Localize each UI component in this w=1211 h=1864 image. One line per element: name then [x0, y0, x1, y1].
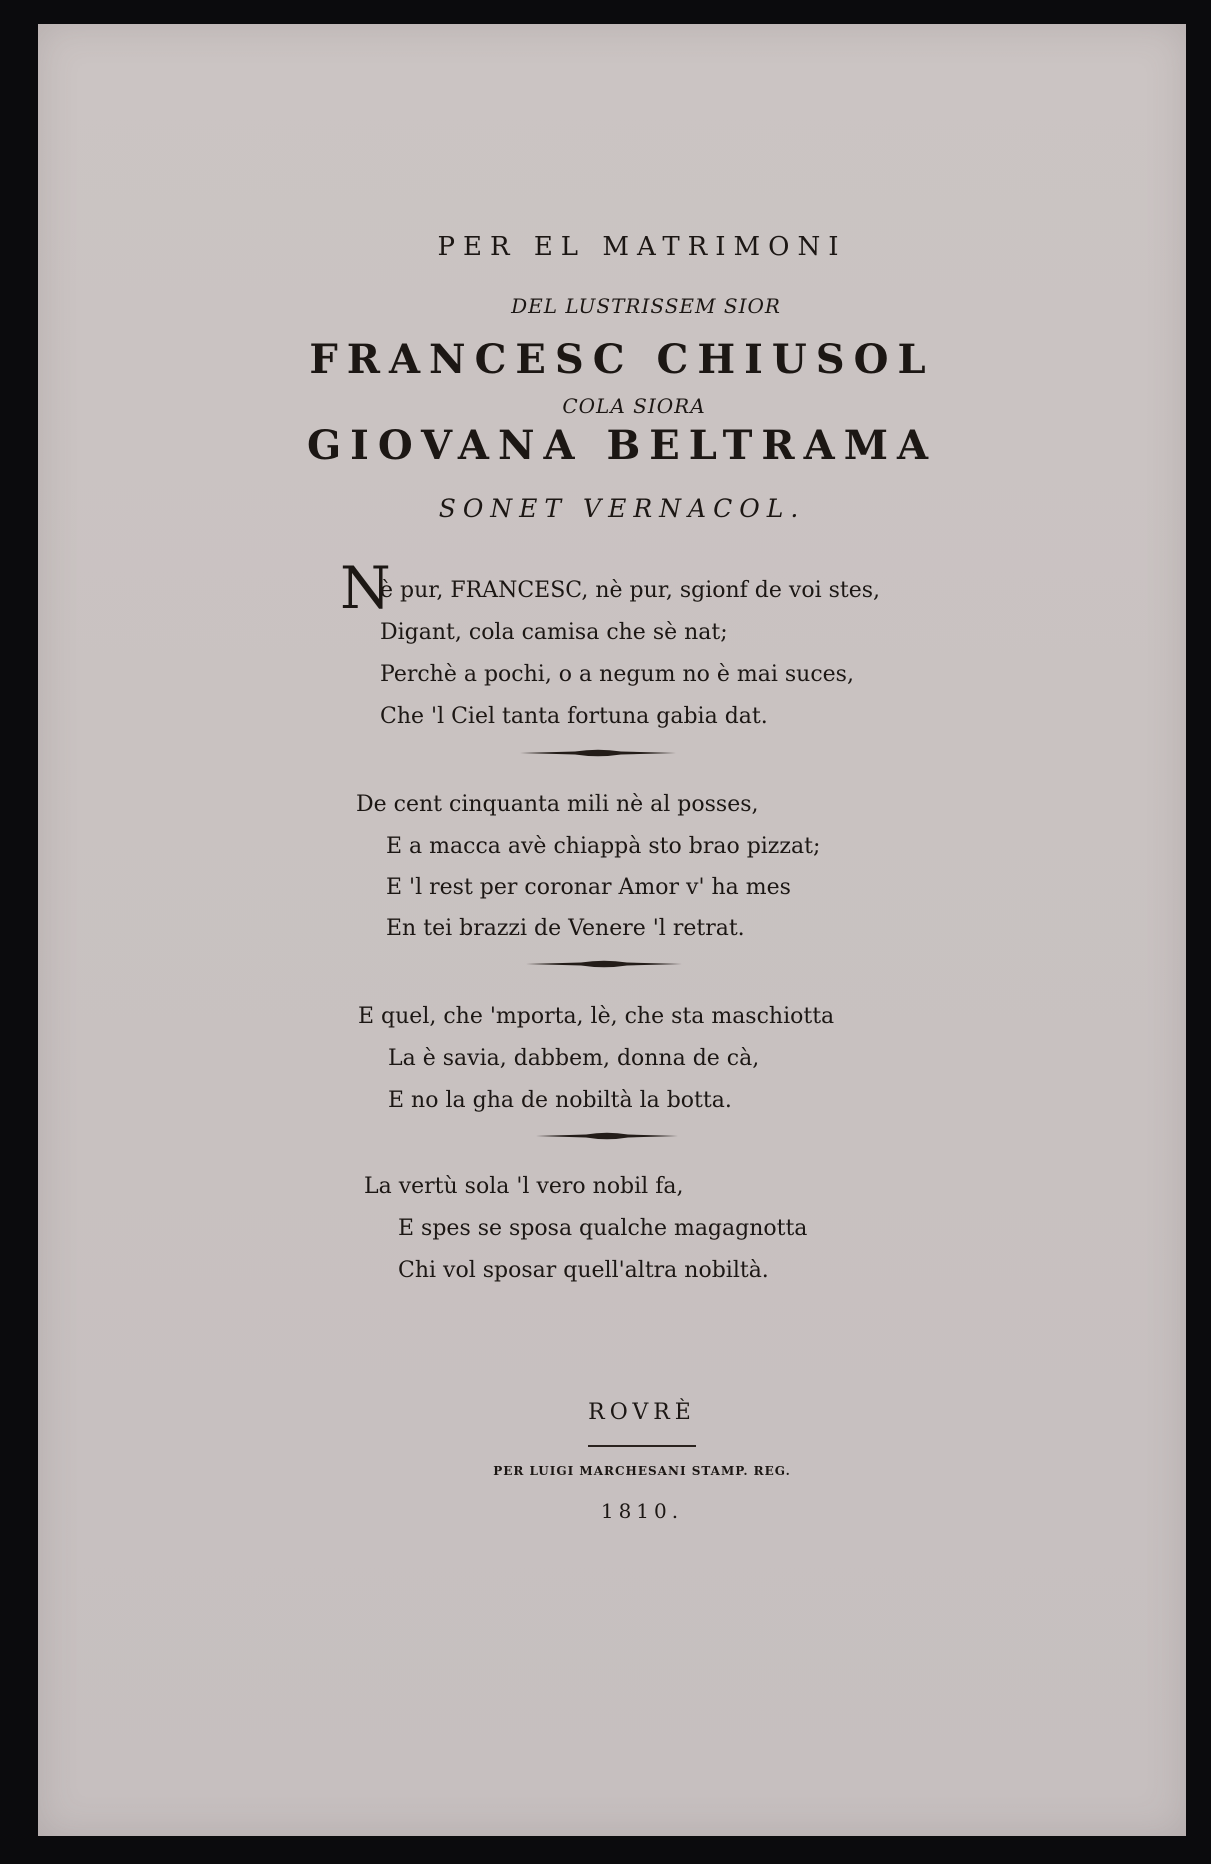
stanza-2-line-3: E 'l rest per coronar Amor v' ha mes — [386, 875, 791, 900]
ornament-divider-2 — [526, 958, 682, 970]
imprint-printer: PER LUIGI MARCHESANI STAMP. REG. — [493, 1464, 791, 1478]
stanza-2-line-2: E a macca avè chiappà sto brao pizzat; — [386, 834, 821, 859]
drop-cap: N — [340, 554, 391, 622]
stanza-4-line-2: E spes se sposa qualche magagnotta — [398, 1216, 808, 1241]
stanza-3-line-2: La è savia, dabbem, donna de cà, — [388, 1046, 760, 1071]
stanza-3-line-1: E quel, che 'mporta, lè, che sta maschiotta — [358, 1004, 835, 1029]
title-line-4: COLA SIORA — [562, 394, 706, 418]
title-line-2: DEL LUSTRISSEM SIOR — [511, 294, 781, 318]
imprint-year: 1810. — [600, 1499, 684, 1523]
stanza-2-line-1: De cent cinquanta mili nè al posses, — [356, 792, 759, 817]
stanza-3-line-3: E no la gha de nobiltà la botta. — [388, 1088, 732, 1113]
imprint-rule — [588, 1445, 696, 1447]
stanza-4-line-1: La vertù sola 'l vero nobil fa, — [364, 1174, 684, 1199]
groom-name: FRANCESC CHIUSOL — [309, 336, 935, 383]
stanza-1-line-4: Che 'l Ciel tanta fortuna gabia dat. — [380, 704, 768, 729]
title-line-1: PER EL MATRIMONI — [437, 232, 847, 262]
broadside-sheet — [38, 24, 1186, 1836]
stanza-1-line-3: Perchè a pochi, o a negum no è mai suces, — [380, 662, 854, 687]
stanza-1-line-2: Digant, cola camisa che sè nat; — [380, 620, 728, 645]
stanza-2-line-4: En tei brazzi de Venere 'l retrat. — [386, 916, 745, 941]
poem-subtitle: SONET VERNACOL. — [438, 494, 806, 523]
bride-name: GIOVANA BELTRAMA — [306, 422, 937, 469]
stanza-4-line-3: Chi vol sposar quell'altra nobiltà. — [398, 1258, 769, 1283]
ornament-divider-3 — [536, 1130, 678, 1142]
imprint-place: ROVRÈ — [588, 1400, 696, 1425]
ornament-divider-1 — [520, 747, 676, 759]
stanza-1-line-1: è pur, FRANCESC, nè pur, sgionf de voi stes, — [380, 578, 881, 603]
